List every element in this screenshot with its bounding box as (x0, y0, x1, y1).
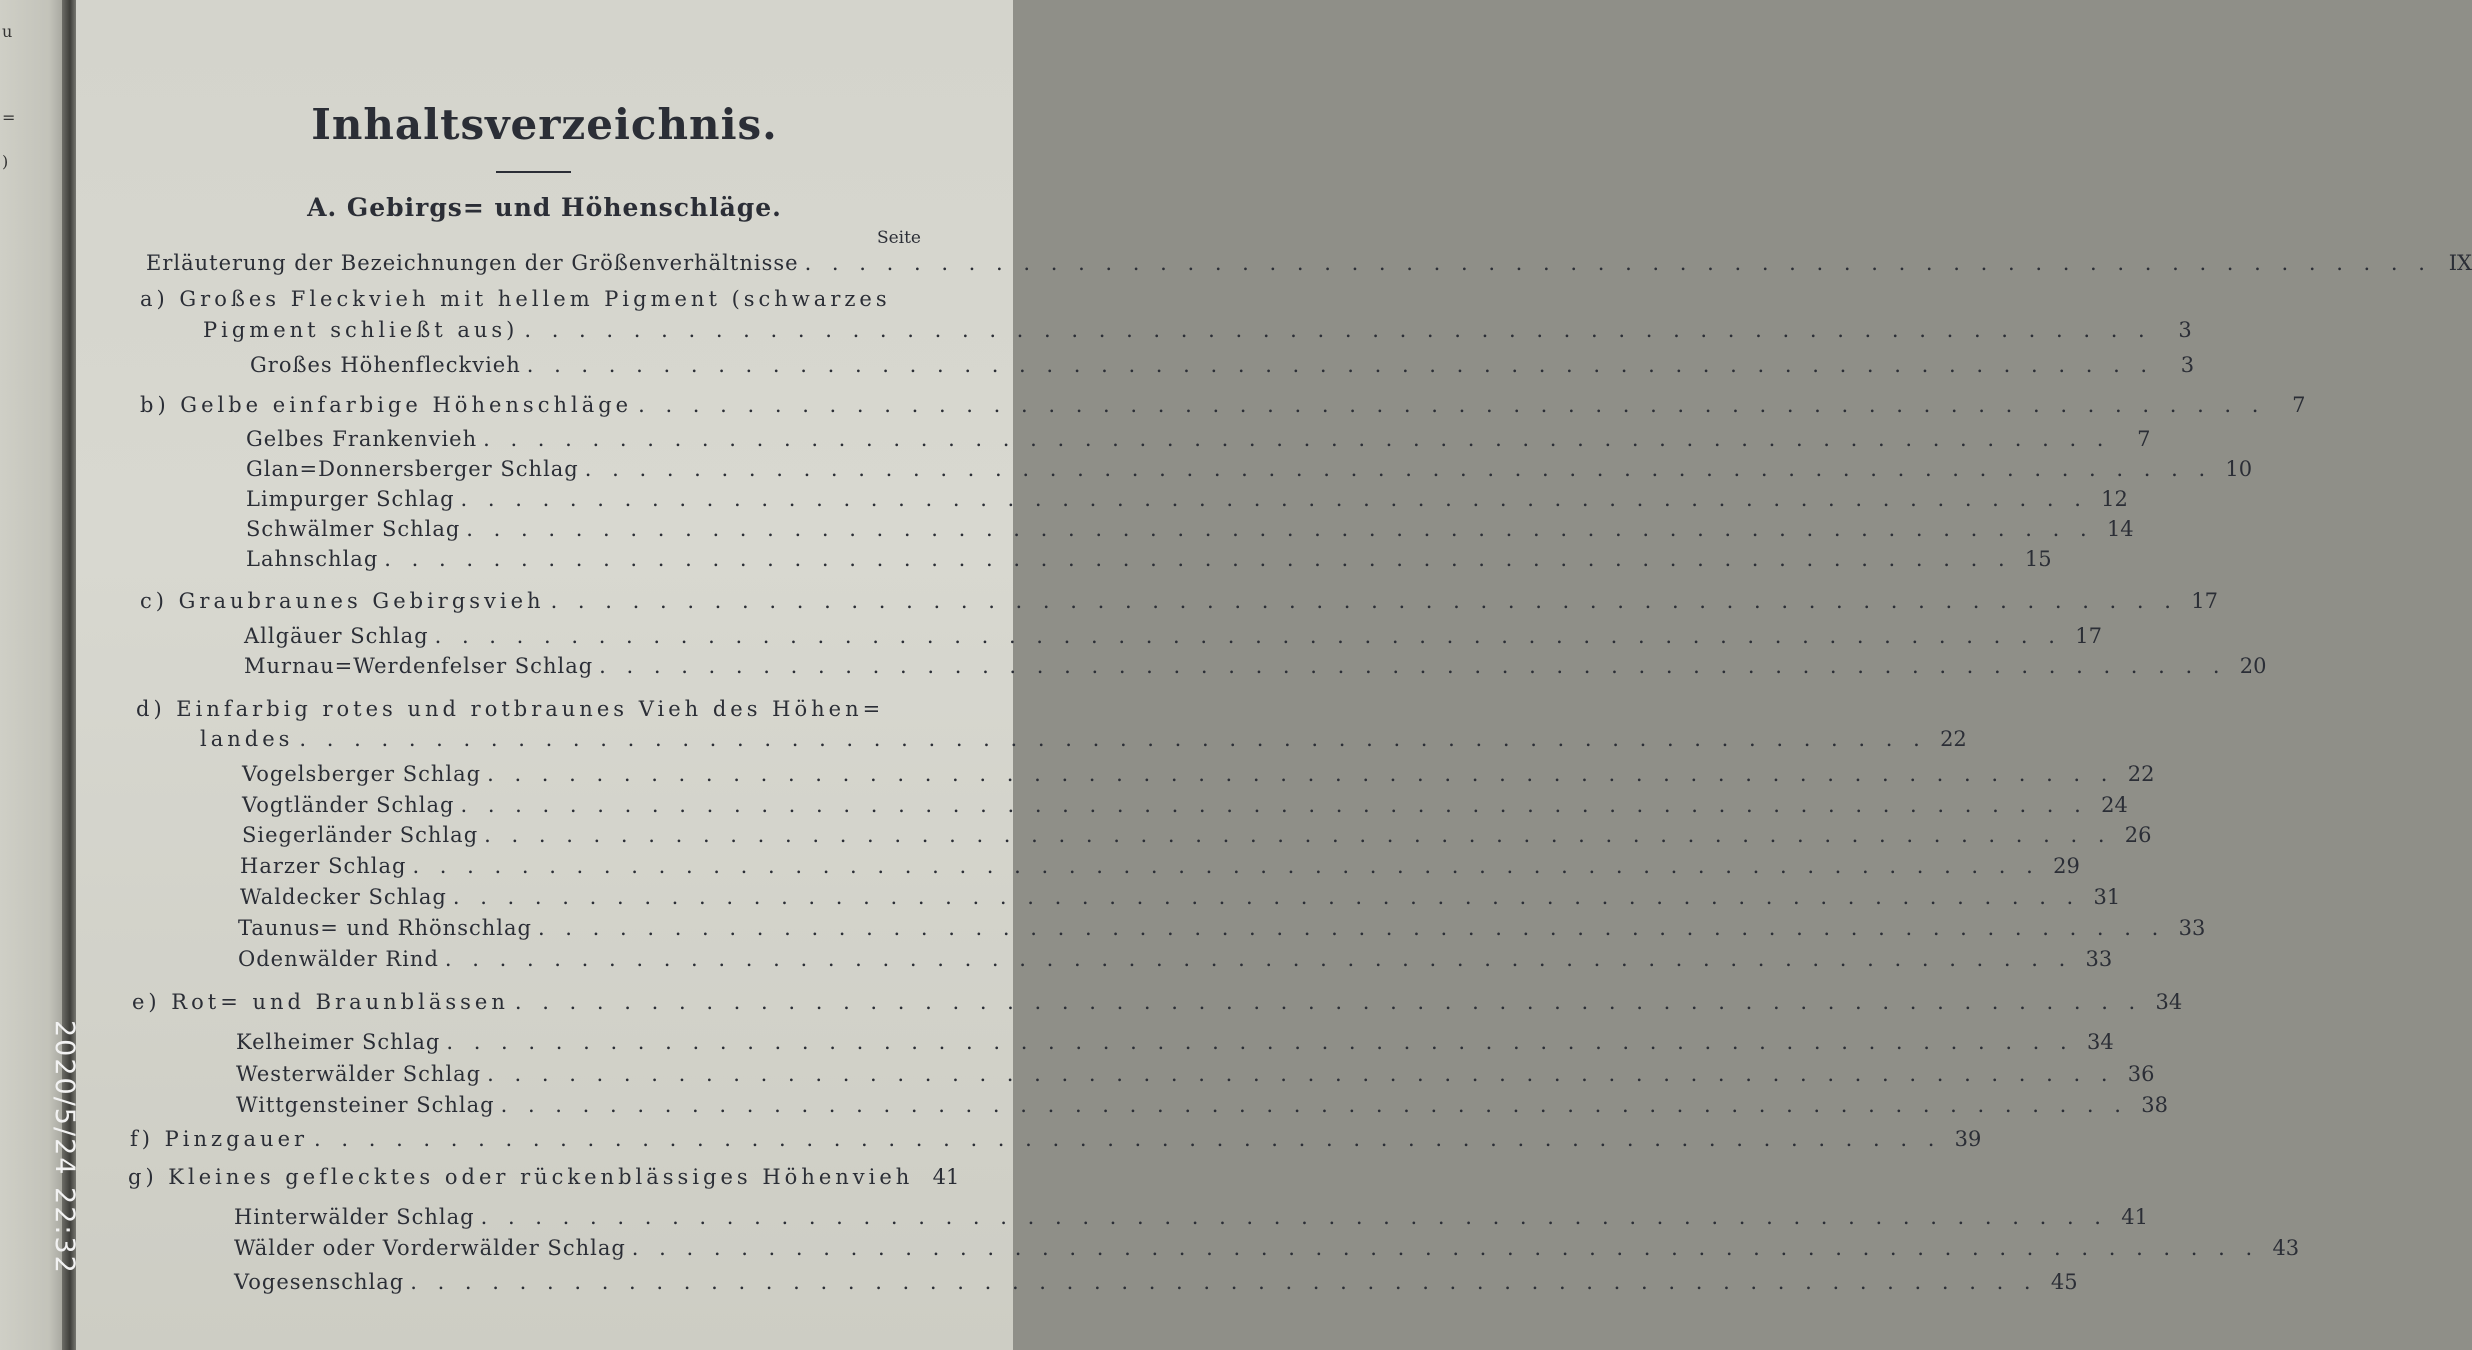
toc-entry (236, 1062, 2155, 1094)
toc-entry (128, 1165, 960, 1197)
toc-page-number: 31 (2093, 885, 2121, 909)
toc-page-number: 17 (2191, 589, 2218, 613)
toc-leader-dots: . . . . . . . . . . . . . . . . . . . . . . . . . . . . . . . . . . . . . . . . . . . . . . . . . . . . . . . . . . . . (410, 1270, 2038, 1294)
toc-page-number: 33 (2085, 947, 2113, 971)
toc-entry-label: Allgäuer Schlag (244, 624, 429, 648)
toc-page-number: 34 (2155, 990, 2183, 1014)
toc-page-number: 36 (2127, 1062, 2155, 1086)
toc-entry (146, 251, 2472, 283)
toc-page-number: 14 (2106, 517, 2134, 541)
toc-entry-label: Schwälmer Schlag (246, 517, 461, 541)
toc-page-number: 24 (2101, 793, 2128, 817)
toc-leader-dots: . . . . . . . . . . . . . . . . . . . . . . . . . . . . . . . . . . . . . . . . . . . . . . . . . . . . . . . . . . . . (460, 487, 2088, 511)
toc-leader-dots: . . . . . . . . . . . . . . . . . . . . . . . . . . . . . . . . . . . . . . . . . . . . . . . . . . . . . . . . . . . . (480, 1205, 2108, 1229)
toc-entry-label: d) Einfarbig rotes und rotbraunes Vieh des Höhen= (136, 697, 885, 721)
toc-leader-dots: . . . . . . . . . . . . . . . . . . . . . . . . . . . . . . . . . . . . . . . . . . . . . . . . . . . . . . . . . . . . (526, 353, 2155, 377)
toc-entry (234, 1205, 2148, 1237)
toc-page-number: 12 (2101, 487, 2128, 511)
toc-entry (250, 353, 2195, 385)
toc-entry-label: e) Rot= und Braunblässen (132, 990, 509, 1014)
toc-page-number: 3 (2178, 318, 2192, 342)
toc-page-number: 7 (2137, 427, 2151, 451)
toc-entry (140, 393, 2306, 425)
toc-entry-label: Wälder oder Vorderwälder Schlag (234, 1236, 626, 1260)
toc-entry (234, 1270, 2078, 1302)
toc-entry (200, 727, 1967, 759)
toc-leader-dots: . . . . . . . . . . . . . . . . . . . . . . . . . . . . . . . . . . . . . . . . . . . . . . . . . . . . . . . . . . . . (466, 517, 2094, 541)
toc-entry (244, 654, 2267, 686)
toc-page-number: 45 (2050, 1270, 2078, 1294)
toc-leader-dots: . . . . . . . . . . . . . . . . . . . . . . . . . . . . . . . . . . . . . . . . . . . . . . . . . . . . . . . . . . . . (483, 427, 2111, 451)
toc-leader-dots: . . . . . . . . . . . . . . . . . . . . . . . . . . . . . . . . . . . . . . . . . . . . . . . . . . . . . . . . . . . . (299, 727, 1927, 751)
toc-entry (240, 854, 2080, 886)
toc-entry (246, 547, 2052, 579)
toc-entry-label: Odenwälder Rind (238, 947, 439, 971)
toc-entry-label: g) Kleines geflecktes oder rückenblässiges Höhenvieh (128, 1165, 914, 1189)
toc-leader-dots: . . . . . . . . . . . . . . . . . . . . . . . . . . . . . . . . . . . . . . . . . . . . . . . . . . . . . . . . . . . . (514, 990, 2143, 1014)
toc-leader-dots: . . . . . . . . . . . . . . . . . . . . . . . . . . . . . . . . . . . . . . . . . . . . . . . . . . . . . . . . . . . . (524, 318, 2152, 342)
toc-entry (234, 1236, 2300, 1268)
toc-leader-dots: . . . . . . . . . . . . . . . . . . . . . . . . . . . . . . . . . . . . . . . . . . . . . . . . . . . . . . . . . . . . (500, 1093, 2128, 1117)
toc-page-number: 33 (2178, 916, 2206, 940)
toc-entry (140, 589, 2218, 621)
toc-leader-dots: . . . . . . . . . . . . . . . . . . . . . . . . . . . . . . . . . . . . . . . . . . . . . . . . . . . . . . . . . . . . (584, 457, 2213, 481)
toc-entry-label: Vogelsberger Schlag (242, 762, 482, 786)
toc-entry-label: Pigment schließt aus) (203, 318, 519, 342)
section-heading: A. Gebirgs= und Höhenschläge. (307, 193, 782, 222)
toc-leader-dots: . . . . . . . . . . . . . . . . . . . . . . . . . . . . . . . . . . . . . . . . . . . . . . . . . . . . . . . . . . . . (460, 793, 2088, 817)
toc-entry (242, 762, 2155, 794)
toc-page-number: 10 (2225, 457, 2253, 481)
toc-page-number: 3 (2180, 353, 2195, 377)
toc-leader-dots: . . . . . . . . . . . . . . . . . . . . . . . . . . . . . . . . . . . . . . . . . . . . . . . . . . . . . . . . . . . . (537, 916, 2166, 940)
toc-entry (136, 697, 933, 729)
toc-entry-label: c) Graubraunes Gebirgsvieh (140, 589, 545, 613)
left-page-mark: ) (2, 152, 9, 171)
toc-leader-dots: . . . . . . . . . . . . . . . . . . . . . . . . . . . . . . . . . . . . . . . . . . . . . . . . . . . . . . . . . . . . (446, 1030, 2074, 1054)
toc-entry (140, 287, 933, 319)
toc-entry (132, 990, 2183, 1022)
toc-entry-label: Waldecker Schlag (240, 885, 447, 909)
toc-leader-dots: . . . . . . . . . . . . . . . . . . . . . . . . . . . . . . . . . . . . . . . . . . . . . . . . . . . . . . . . . . . . (487, 1062, 2115, 1086)
toc-page-number: IX (2448, 251, 2472, 275)
page-column-label: Seite (876, 228, 921, 248)
toc-entry (246, 517, 2134, 549)
toc-leader-dots: . . . . . . . . . . . . . . . . . . . . . . . . . . . . . . . . . . . . . . . . . . . . . . . . . . . . . . . . . . . . (444, 947, 2073, 971)
toc-entry-label: Glan=Donnersberger Schlag (246, 457, 579, 481)
toc-entry (130, 1127, 1982, 1159)
title-divider (496, 171, 571, 173)
page-title: Inhaltsverzeichnis. (311, 100, 778, 149)
toc-page-number: 22 (1940, 727, 1967, 751)
toc-page-number: 38 (2141, 1093, 2168, 1117)
toc-entry-label: Lahnschlag (246, 547, 379, 571)
toc-entry-label: Vogesenschlag (234, 1270, 405, 1294)
toc-leader-dots: . . . . . . . . . . . . . . . . . . . . . . . . . . . . . . . . . . . . . . . . . . . . . . . . . . . . . . . . . . . . (804, 251, 2432, 275)
toc-leader-dots: . . . . . . . . . . . . . . . . . . . . . . . . . . . . . . . . . . . . . . . . . . . . . . . . . . . . . . . . . . . . (434, 624, 2062, 648)
toc-entry (244, 624, 2102, 656)
toc-entry (246, 487, 2128, 519)
toc-page-number: 22 (2127, 762, 2155, 786)
toc-entry-label: Erläuterung der Bezeichnungen der Größenverhältnisse (146, 251, 799, 275)
photo-timestamp: 2020/5/24 22:32 (49, 1020, 80, 1275)
toc-entry-label: b) Gelbe einfarbige Höhenschläge (140, 393, 633, 417)
toc-page-number: 34 (2086, 1030, 2114, 1054)
toc-entry-label: Siegerländer Schlag (242, 823, 479, 847)
toc-leader-dots: . . . . . . . . . . . . . . . . . . . . . . . . . . . . . . . . . . . . . . . . . . . . . . . . . . . . . . . . . . . . (550, 589, 2178, 613)
toc-leader-dots: . . . . . . . . . . . . . . . . . . . . . . . . . . . . . . . . . . . . . . . . . . . . . . . . . . . . . . . . . . . . (638, 393, 2266, 417)
toc-entry (246, 457, 2253, 489)
toc-leader-dots: . . . . . . . . . . . . . . . . . . . . . . . . . . . . . . . . . . . . . . . . . . . . . . . . . . . . . . . . . . . . (412, 854, 2040, 878)
toc-entry-label: Harzer Schlag (240, 854, 407, 878)
toc-entry (238, 916, 2206, 948)
toc-page-number: 15 (2024, 547, 2052, 571)
toc-page-number: 39 (1954, 1127, 1982, 1151)
toc-entry (203, 318, 2192, 350)
toc-leader-dots: . . . . . . . . . . . . . . . . . . . . . . . . . . . . . . . . . . . . . . . . . . . . . . . . . . . . . . . . . . . . (487, 762, 2115, 786)
toc-page-number: 41 (932, 1165, 960, 1189)
toc-entry (238, 947, 2113, 979)
toc-entry-label: Limpurger Schlag (246, 487, 455, 511)
toc-page-number: 20 (2239, 654, 2267, 678)
left-page-mark: u (2, 22, 13, 41)
toc-entry (242, 793, 2128, 825)
toc-entry-label: Hinterwälder Schlag (234, 1205, 475, 1229)
toc-leader-dots: . . . . . . . . . . . . . . . . . . . . . . . . . . . . . . . . . . . . . . . . . . . . . . . . . . . . . . . . . . . . (599, 654, 2227, 678)
toc-page-number: 43 (2272, 1236, 2300, 1260)
toc-entry-label: f) Pinzgauer (130, 1127, 309, 1151)
toc-entry (240, 885, 2121, 917)
toc-entry (236, 1030, 2114, 1062)
toc-entry-label: Murnau=Werdenfelser Schlag (244, 654, 594, 678)
toc-entry-label: Vogtländer Schlag (242, 793, 455, 817)
toc-entry-label: a) Großes Fleckvieh mit hellem Pigment (schwarzes (140, 287, 891, 311)
toc-entry-label: Taunus= und Rhönschlag (238, 916, 532, 940)
toc-page-number: 26 (2124, 823, 2152, 847)
toc-page-number: 17 (2075, 624, 2102, 648)
toc-leader-dots: . . . . . . . . . . . . . . . . . . . . . . . . . . . . . . . . . . . . . . . . . . . . . . . . . . . . . . . . . . . . (314, 1127, 1942, 1151)
toc-entry-label: Gelbes Frankenvieh (246, 427, 478, 451)
toc-entry-label: Westerwälder Schlag (236, 1062, 482, 1086)
toc-entry-label: landes (200, 727, 294, 751)
toc-page-number: 29 (2053, 854, 2080, 878)
toc-leader-dots: . . . . . . . . . . . . . . . . . . . . . . . . . . . . . . . . . . . . . . . . . . . . . . . . . . . . . . . . . . . . (384, 547, 2012, 571)
toc-entry (236, 1093, 2168, 1125)
left-page-mark: = (2, 108, 16, 127)
book-page (76, 0, 2472, 1350)
toc-leader-dots: . . . . . . . . . . . . . . . . . . . . . . . . . . . . . . . . . . . . . . . . . . . . . . . . . . . . . . . . . . . . (484, 823, 2112, 847)
toc-entry (242, 823, 2152, 855)
toc-entry-label: Großes Höhenfleckvieh (250, 353, 521, 377)
toc-leader-dots: . . . . . . . . . . . . . . . . . . . . . . . . . . . . . . . . . . . . . . . . . . . . . . . . . . . . . . . . . . . . (631, 1236, 2260, 1260)
toc-leader-dots: . . . . . . . . . . . . . . . . . . . . . . . . . . . . . . . . . . . . . . . . . . . . . . . . . . . . . . . . . . . . (452, 885, 2081, 909)
toc-entry-label: Wittgensteiner Schlag (236, 1093, 495, 1117)
toc-page-number: 41 (2121, 1205, 2148, 1229)
toc-entry (246, 427, 2151, 459)
toc-entry-label: Kelheimer Schlag (236, 1030, 441, 1054)
toc-page-number: 7 (2292, 393, 2306, 417)
